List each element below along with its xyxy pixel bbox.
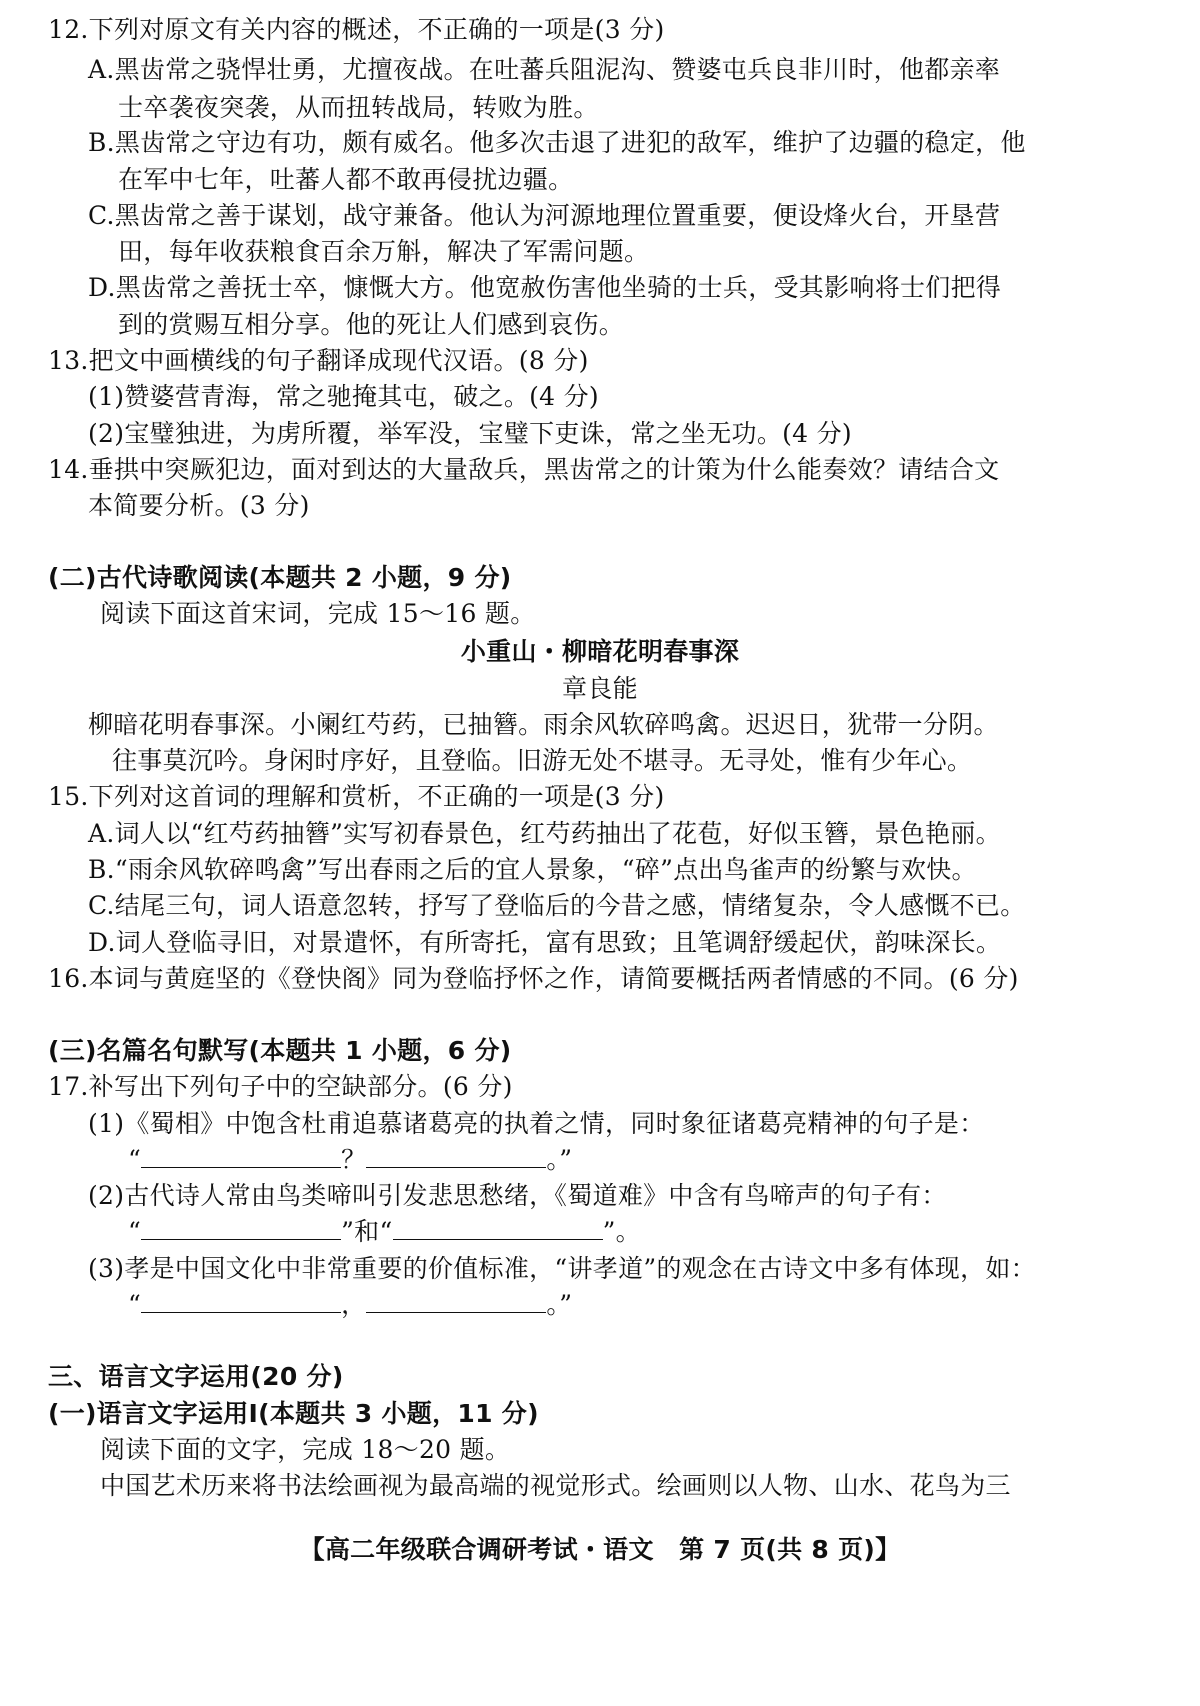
quote-open: “ — [128, 1290, 142, 1319]
reading-text-line-1: 中国艺术历来将书法绘画视为最高端的视觉形式。绘画则以人物、山水、花鸟为三 — [100, 1471, 1011, 1500]
q13-sentence-2: (2)宝璧独进，为虏所覆，举军没，宝璧下吏诛，常之坐无功。(4 分) — [88, 419, 852, 448]
q12-option-d-line1: D.黑齿常之善抚士卒，慷慨大方。他宽赦伤害他坐骑的士兵，受其影响将士们把得 — [88, 273, 1002, 302]
quote-close: 。” — [546, 1145, 573, 1174]
q13-sentence-1: (1)赞婆营青海，常之驰掩其屯，破之。(4 分) — [88, 382, 599, 411]
part-language-title: 三、语言文字运用(20 分) — [48, 1362, 344, 1391]
q12-stem: 12.下列对原文有关内容的概述，不正确的一项是(3 分) — [48, 15, 665, 44]
part-language-intro: 阅读下面的文字，完成 18～20 题。 — [100, 1435, 511, 1464]
poem-line-1: 柳暗花明春事深。小阑红芍药，已抽簪。雨余风软碎鸣禽。迟迟日，犹带一分阴。 — [88, 710, 999, 739]
q15-option-a: A.词人以“红芍药抽簪”实写初春景色，红芍药抽出了花苞，好似玉簪，景色艳丽。 — [88, 819, 1001, 848]
answer-blank[interactable] — [366, 1145, 546, 1168]
answer-blank[interactable] — [141, 1145, 341, 1168]
q14-line2: 本简要分析。(3 分) — [88, 491, 310, 520]
quote-open: “ — [128, 1217, 142, 1246]
q17-prompt-3: (3)孝是中国文化中非常重要的价值标准，“讲孝道”的观念在古诗文中多有体现，如： — [88, 1254, 1036, 1283]
q12-option-b-line2: 在军中七年，吐蕃人都不敢再侵扰边疆。 — [118, 165, 574, 194]
q15-option-d: D.词人登临寻旧，对景遣怀，有所寄托，富有思致；且笔调舒缓起伏，韵味深长。 — [88, 928, 1002, 957]
q15-option-b: B.“雨余风软碎鸣禽”写出春雨之后的宜人景象，“碎”点出鸟雀声的纷繁与欢快。 — [88, 855, 977, 884]
answer-blank[interactable] — [141, 1290, 341, 1313]
q12-option-c-line2: 田，每年收获粮食百余万斛，解决了军需问题。 — [118, 237, 650, 266]
q15-stem: 15.下列对这首词的理解和赏析，不正确的一项是(3 分) — [48, 782, 665, 811]
q12-option-c-line1: C.黑齿常之善于谋划，战守兼备。他认为河源地理位置重要，便设烽火台，开垦营 — [88, 201, 1001, 230]
quote-close: ”。 — [602, 1217, 641, 1246]
page-footer: 【高二年级联合调研考试・语文 第 7 页(共 8 页)】 — [299, 1535, 901, 1564]
q17-answer-2 — [128, 1217, 641, 1247]
q13-stem: 13.把文中画横线的句子翻译成现代汉语。(8 分) — [48, 346, 589, 375]
answer-blank[interactable] — [366, 1290, 546, 1313]
q16-stem: 16.本词与黄庭坚的《登快阁》同为登临抒怀之作，请简要概括两者情感的不同。(6 分) — [48, 964, 1019, 993]
poem-line-2: 往事莫沉吟。身闲时序好，且登临。旧游无处不堪寻。无寻处，惟有少年心。 — [112, 746, 973, 775]
comma: ， — [341, 1290, 367, 1319]
answer-blank[interactable] — [141, 1217, 341, 1240]
quote-join: ”和“ — [341, 1217, 393, 1246]
poem-author: 章良能 — [562, 674, 638, 703]
q14-line1: 14.垂拱中突厥犯边，面对到达的大量敌兵，黑齿常之的计策为什么能奏效？请结合文 — [48, 455, 1000, 484]
q12-option-a-line2: 士卒袭夜突袭，从而扭转战局，转败为胜。 — [118, 93, 599, 122]
part-language-subtitle: (一)语言文字运用Ⅰ(本题共 3 小题，11 分) — [48, 1399, 539, 1428]
answer-blank[interactable] — [393, 1217, 603, 1240]
poem-title: 小重山・柳暗花明春事深 — [460, 637, 740, 666]
q12-option-b-line1: B.黑齿常之守边有功，颇有威名。他多次击退了进犯的敌军，维护了边疆的稳定，他 — [88, 128, 1026, 157]
section-recitation-title: (三)名篇名句默写(本题共 1 小题，6 分) — [48, 1036, 512, 1065]
question-mark: ？ — [341, 1145, 367, 1174]
q12-option-a-line1: A.黑齿常之骁悍壮勇，尤擅夜战。在吐蕃兵阻泥沟、赞婆屯兵良非川时，他都亲率 — [88, 55, 1001, 84]
section-poetry-intro: 阅读下面这首宋词，完成 15～16 题。 — [100, 599, 536, 628]
q17-stem: 17.补写出下列句子中的空缺部分。(6 分) — [48, 1072, 513, 1101]
q17-prompt-1: (1)《蜀相》中饱含杜甫追慕诸葛亮的执着之情，同时象征诸葛亮精神的句子是： — [88, 1109, 985, 1138]
q17-answer-3 — [128, 1290, 572, 1320]
q17-answer-1 — [128, 1145, 572, 1175]
q17-prompt-2: (2)古代诗人常由鸟类啼叫引发悲思愁绪，《蜀道难》中含有鸟啼声的句子有： — [88, 1181, 947, 1210]
q12-option-d-line2: 到的赏赐互相分享。他的死让人们感到哀伤。 — [118, 310, 625, 339]
q15-option-c: C.结尾三句，词人语意忽转，抒写了登临后的今昔之感，情绪复杂，令人感慨不已。 — [88, 891, 1026, 920]
quote-open: “ — [128, 1145, 142, 1174]
quote-close: 。” — [546, 1290, 573, 1319]
section-poetry-title: (二)古代诗歌阅读(本题共 2 小题，9 分) — [48, 563, 512, 592]
